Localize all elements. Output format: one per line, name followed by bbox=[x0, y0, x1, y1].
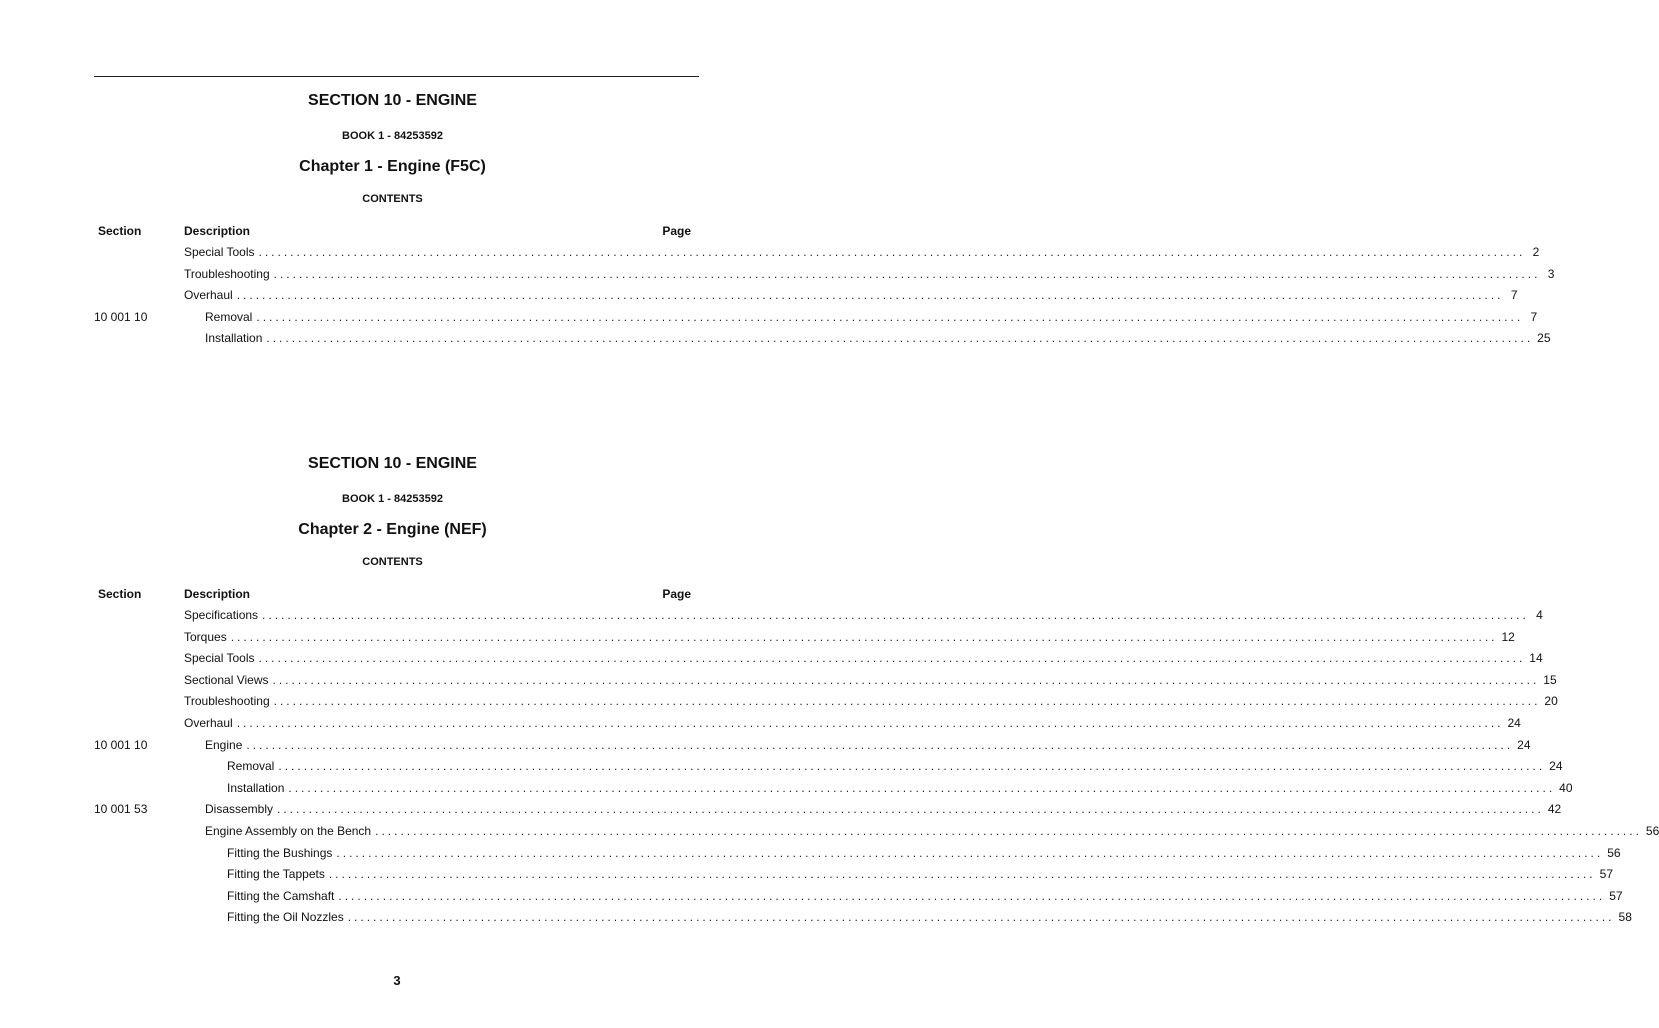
header-page: Page bbox=[662, 224, 691, 238]
toc-entry-page: 57 bbox=[1599, 867, 1613, 882]
toc-row bbox=[94, 288, 1518, 310]
toc-header-row bbox=[94, 224, 691, 238]
toc-entry-label: Installation bbox=[227, 780, 285, 795]
toc-entry-page: 57 bbox=[1609, 888, 1623, 903]
dot-leader: ........................................................................................................................................................................................................ bbox=[258, 245, 1526, 259]
dot-leader: ........................................................................................................................................................................................................ bbox=[347, 910, 1615, 925]
toc-entry-page: 24 bbox=[1507, 715, 1521, 730]
dot-leader: ........................................................................................................................................................................................................ bbox=[375, 823, 1642, 838]
toc-row bbox=[94, 845, 1621, 868]
toc-entry[interactable] bbox=[184, 629, 1515, 644]
toc-block-chapter-1 bbox=[94, 92, 1555, 353]
toc-row bbox=[94, 651, 1543, 673]
header-description: Description bbox=[184, 587, 251, 601]
toc-entry-label: Troubleshooting bbox=[184, 266, 270, 281]
toc-row bbox=[94, 266, 1555, 289]
book-label: BOOK 1 - 84253592 bbox=[342, 130, 443, 142]
dot-leader: ........................................................................................................................................................................................................ bbox=[246, 737, 1514, 752]
dot-leader: ........................................................................................................................................................................................................ bbox=[273, 694, 1541, 709]
toc-entry-label: Fitting the Oil Nozzles bbox=[227, 910, 344, 925]
toc-entry-label: Sectional Views bbox=[184, 672, 269, 687]
dot-leader: ........................................................................................................................................................................................................ bbox=[272, 672, 1540, 687]
dot-leader: ........................................................................................................................................................................................................ bbox=[256, 309, 1524, 324]
header-section: Section bbox=[98, 224, 142, 238]
toc-rows bbox=[94, 245, 1555, 353]
section-title: SECTION 10 - ENGINE bbox=[308, 92, 477, 109]
chapter-title: Chapter 2 - Engine (NEF) bbox=[298, 521, 487, 538]
dot-leader: ........................................................................................................................................................................................................ bbox=[230, 629, 1498, 644]
dot-leader: ........................................................................................................................................................................................................ bbox=[336, 845, 1604, 860]
toc-entry-label: Torques bbox=[184, 629, 227, 644]
toc-entry-label: Fitting the Tappets bbox=[227, 867, 325, 882]
toc-entry[interactable] bbox=[227, 867, 1613, 882]
chapter-title: Chapter 1 - Engine (F5C) bbox=[299, 158, 486, 175]
toc-entry-label: Specifications bbox=[184, 608, 259, 622]
toc-row bbox=[94, 672, 1557, 695]
toc-entry[interactable] bbox=[227, 888, 1623, 903]
toc-section-code: 10 001 10 bbox=[94, 737, 148, 752]
toc-row bbox=[94, 867, 1613, 889]
toc-entry-page: 15 bbox=[1543, 672, 1557, 687]
toc-entry-page: 24 bbox=[1549, 759, 1563, 774]
book-label: BOOK 1 - 84253592 bbox=[342, 493, 443, 505]
toc-row bbox=[94, 888, 1623, 911]
toc-entry-label: Disassembly bbox=[205, 802, 274, 817]
contents-heading: CONTENTS bbox=[362, 556, 423, 568]
top-rule bbox=[94, 76, 699, 77]
toc-entry[interactable] bbox=[205, 823, 1659, 838]
toc-entry-page: 58 bbox=[1618, 910, 1632, 925]
dot-leader: ........................................................................................................................................................................................................ bbox=[262, 608, 1529, 622]
toc-row bbox=[94, 331, 1551, 353]
dot-leader: ........................................................................................................................................................................................................ bbox=[278, 759, 1546, 774]
toc-row bbox=[94, 629, 1515, 652]
toc-entry-label: Troubleshooting bbox=[184, 694, 270, 709]
toc-row bbox=[94, 309, 1538, 332]
toc-row bbox=[94, 759, 1563, 781]
toc-row bbox=[94, 245, 1540, 267]
toc-entry-page: 14 bbox=[1529, 651, 1543, 666]
toc-section-code: 10 001 53 bbox=[94, 802, 148, 817]
toc-entry-label: Removal bbox=[205, 309, 253, 324]
toc-entry[interactable] bbox=[205, 737, 1531, 752]
toc-row bbox=[94, 802, 1562, 824]
dot-leader: ........................................................................................................................................................................................................ bbox=[266, 331, 1534, 346]
toc-entry-label: Overhaul bbox=[184, 715, 233, 730]
toc-entry-page: 7 bbox=[1530, 309, 1538, 324]
toc-entry-page: 12 bbox=[1501, 629, 1515, 644]
toc-entry[interactable] bbox=[205, 309, 1538, 324]
toc-entry-label: Engine Assembly on the Bench bbox=[205, 823, 372, 838]
toc-entry[interactable] bbox=[184, 651, 1543, 666]
toc-entry[interactable] bbox=[184, 245, 1540, 259]
toc-row bbox=[94, 694, 1558, 716]
toc-row bbox=[94, 608, 1543, 630]
toc-entry[interactable] bbox=[184, 288, 1518, 303]
toc-entry[interactable] bbox=[184, 672, 1557, 687]
toc-entry[interactable] bbox=[205, 331, 1551, 346]
toc-row bbox=[94, 715, 1521, 738]
toc-entry-label: Special Tools bbox=[184, 245, 255, 259]
toc-section-code: 10 001 10 bbox=[94, 309, 148, 324]
toc-entry[interactable] bbox=[184, 266, 1555, 281]
toc-entry-page: 2 bbox=[1532, 245, 1540, 259]
contents-heading: CONTENTS bbox=[362, 193, 423, 205]
toc-entry-page: 3 bbox=[1547, 266, 1555, 281]
toc-entry[interactable] bbox=[227, 910, 1632, 925]
toc-entry-label: Special Tools bbox=[184, 651, 255, 666]
page-number: 3 bbox=[393, 973, 401, 988]
toc-row bbox=[94, 737, 1531, 760]
toc-entry-page: 42 bbox=[1547, 802, 1562, 817]
dot-leader: ........................................................................................................................................................................................................ bbox=[236, 288, 1504, 303]
toc-row bbox=[94, 823, 1659, 846]
toc-entry-label: Fitting the Camshaft bbox=[227, 888, 335, 903]
dot-leader: ........................................................................................................................................................................................................ bbox=[288, 780, 1556, 795]
toc-entry-page: 25 bbox=[1537, 331, 1551, 346]
header-description: Description bbox=[184, 224, 251, 238]
dot-leader: ........................................................................................................................................................................................................ bbox=[277, 802, 1544, 817]
toc-entry-label: Overhaul bbox=[184, 288, 233, 303]
dot-leader: ........................................................................................................................................................................................................ bbox=[273, 266, 1541, 281]
toc-row bbox=[94, 910, 1632, 932]
header-page: Page bbox=[662, 587, 691, 601]
toc-entry[interactable] bbox=[227, 780, 1573, 795]
toc-entry-page: 20 bbox=[1544, 694, 1558, 709]
toc-entry[interactable] bbox=[184, 694, 1558, 709]
section-title: SECTION 10 - ENGINE bbox=[308, 455, 477, 472]
toc-entry-page: 4 bbox=[1536, 608, 1543, 622]
toc-entry[interactable] bbox=[227, 845, 1621, 860]
header-section: Section bbox=[98, 587, 142, 601]
toc-entry[interactable] bbox=[227, 759, 1563, 774]
toc-row bbox=[94, 780, 1573, 803]
dot-leader: ........................................................................................................................................................................................................ bbox=[236, 715, 1504, 730]
toc-entry-page: 7 bbox=[1510, 288, 1518, 303]
toc-entry[interactable] bbox=[205, 802, 1562, 817]
toc-rows bbox=[94, 608, 1659, 932]
toc-block-chapter-2 bbox=[94, 455, 1659, 932]
toc-entry-label: Fitting the Bushings bbox=[227, 845, 333, 860]
toc-entry[interactable] bbox=[184, 608, 1543, 622]
toc-entry-page: 40 bbox=[1559, 780, 1573, 795]
dot-leader: ........................................................................................................................................................................................................ bbox=[258, 651, 1526, 666]
dot-leader: ........................................................................................................................................................................................................ bbox=[338, 888, 1606, 903]
toc-entry-page: 24 bbox=[1517, 737, 1531, 752]
toc-entry-label: Removal bbox=[227, 759, 275, 774]
toc-entry-page: 56 bbox=[1645, 823, 1659, 838]
toc-header-row bbox=[94, 587, 691, 601]
dot-leader: ........................................................................................................................................................................................................ bbox=[328, 867, 1596, 882]
toc-entry-page: 56 bbox=[1607, 845, 1621, 860]
toc-entry-label: Installation bbox=[205, 331, 263, 346]
toc-entry-label: Engine bbox=[205, 737, 243, 752]
toc-entry[interactable] bbox=[184, 715, 1521, 730]
